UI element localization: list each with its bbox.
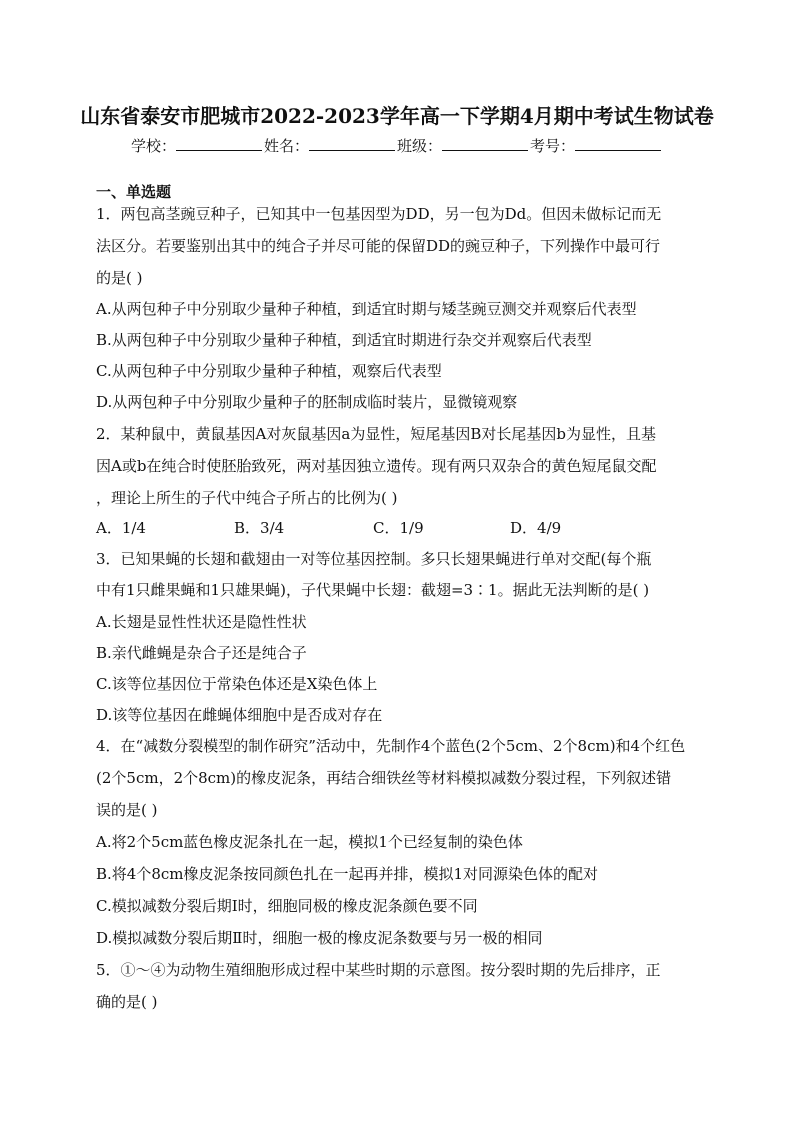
q4-option-b[interactable]: B.将4个8cm橡皮泥条按同颜色扎在一起再并排，模拟1对同源染色体的配对	[96, 865, 599, 883]
section-heading: 一、单选题	[96, 183, 172, 201]
q2-option-c[interactable]: C．1/9	[373, 519, 424, 537]
id-label: 考号：	[530, 137, 576, 155]
id-blank[interactable]	[575, 136, 661, 151]
q2-option-b[interactable]: B．3/4	[234, 519, 285, 537]
q4-option-a[interactable]: A.将2个5cm蓝色橡皮泥条扎在一起，模拟1个已经复制的染色体	[96, 833, 523, 851]
q3-option-c[interactable]: C.该等位基因位于常染色体还是X染色体上	[96, 675, 378, 693]
student-info-row	[0, 135, 794, 156]
q2-stem-line-2: 因A或b在纯合时使胚胎致死，两对基因独立遗传。现有两只双杂合的黄色短尾鼠交配	[96, 457, 657, 475]
q1-stem-line-1: 1．两包高茎豌豆种子，已知其中一包基因型为DD，另一包为Dd。但因未做标记而无	[96, 205, 662, 223]
q4-option-c[interactable]: C.模拟减数分裂后期Ⅰ时，细胞同极的橡皮泥条颜色要不同	[96, 897, 478, 915]
q3-stem-line-2: 中有1只雌果蝇和1只雄果蝇)，子代果蝇中长翅：截翅=3∶1。据此无法判断的是( )	[96, 581, 650, 599]
q1-option-d[interactable]: D.从两包种子中分别取少量种子的胚制成临时装片，显微镜观察	[96, 393, 518, 411]
q5-stem-line-2: 确的是( )	[96, 993, 158, 1011]
school-field	[131, 135, 264, 156]
q4-option-d[interactable]: D.模拟减数分裂后期Ⅱ时，细胞一极的橡皮泥条数要与另一极的相同	[96, 929, 543, 947]
id-field	[530, 135, 663, 156]
class-field	[397, 135, 530, 156]
name-label: 姓名：	[263, 137, 309, 155]
exam-title: 山东省泰安市肥城市2022-2023学年高一下学期4月期中考试生物试卷	[80, 104, 714, 128]
q1-option-c[interactable]: C.从两包种子中分别取少量种子种植，观察后代表型	[96, 362, 442, 380]
q4-stem-line-2: (2个5cm，2个8cm)的橡皮泥条，再结合细铁丝等材料模拟减数分裂过程，下列叙述错	[96, 769, 672, 787]
q3-option-d[interactable]: D.该等位基因在雌蝇体细胞中是否成对存在	[96, 706, 383, 724]
q3-stem-line-1: 3．已知果蝇的长翅和截翅由一对等位基因控制。多只长翅果蝇进行单对交配(每个瓶	[96, 550, 652, 568]
q2-stem-line-1: 2．某种鼠中，黄鼠基因A对灰鼠基因a为显性，短尾基因B对长尾基因b为显性，且基	[96, 425, 656, 443]
name-field	[264, 135, 397, 156]
q2-stem-line-3: ，理论上所生的子代中纯合子所占的比例为( )	[96, 489, 398, 507]
q1-option-a[interactable]: A.从两包种子中分别取少量种子种植，到适宜时期与矮茎豌豆测交并观察后代表型	[96, 300, 637, 318]
q1-option-b[interactable]: B.从两包种子中分别取少量种子种植，到适宜时期进行杂交并观察后代表型	[96, 331, 592, 349]
name-blank[interactable]	[309, 136, 395, 151]
q5-stem-line-1: 5．①～④为动物生殖细胞形成过程中某些时期的示意图。按分裂时期的先后排序，正	[96, 961, 661, 979]
school-label: 学校：	[130, 137, 176, 155]
q2-option-a[interactable]: A．1/4	[96, 519, 146, 537]
q4-stem-line-1: 4．在“减数分裂模型的制作研究”活动中，先制作4个蓝色(2个5cm、2个8cm)和4个红色	[96, 737, 686, 755]
school-blank[interactable]	[176, 136, 262, 151]
q2-option-d[interactable]: D．4/9	[510, 519, 562, 537]
q4-stem-line-3: 误的是( )	[96, 801, 158, 819]
q1-stem-line-2: 法区分。若要鉴别出其中的纯合子并尽可能的保留DD的豌豆种子，下列操作中最可行	[96, 237, 661, 255]
q3-option-b[interactable]: B.亲代雌蝇是杂合子还是纯合子	[96, 644, 307, 662]
q3-option-a[interactable]: A.长翅是显性性状还是隐性性状	[96, 613, 307, 631]
q1-stem-line-3: 的是( )	[96, 269, 143, 287]
class-label: 班级：	[397, 137, 443, 155]
class-blank[interactable]	[442, 136, 528, 151]
